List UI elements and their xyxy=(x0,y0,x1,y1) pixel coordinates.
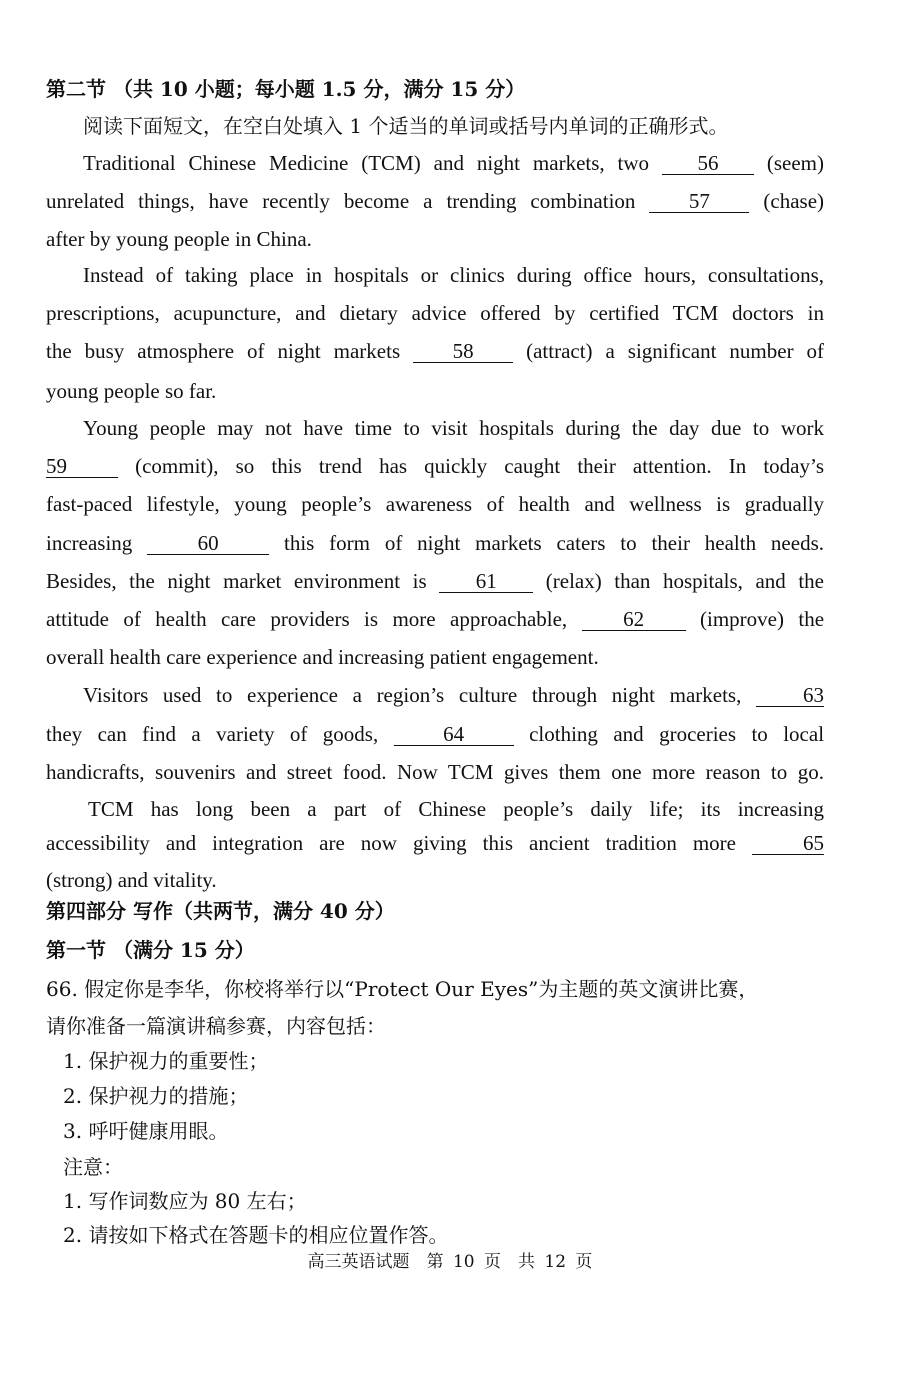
passage-line: Traditional Chinese Medicine (TCM) and night markets, two 56 (seem) xyxy=(83,151,825,175)
passage-line: Young people may not have time to visit hospitals during the day due to work xyxy=(83,416,824,440)
passage-line: increasing 60 this form of night markets caters to their health needs. xyxy=(46,531,824,555)
passage-line: handicrafts, souvenirs and street food. Now TCM gives them one more reason to go. xyxy=(46,760,824,784)
passage-line: the busy atmosphere of night markets 58 (attract) a significant number of xyxy=(46,339,825,363)
blank-56[interactable]: 56 xyxy=(662,152,754,175)
note-item: 2. 请按如下格式在答题卡的相应位置作答。 xyxy=(63,1223,449,1247)
blank-65[interactable]: 65 xyxy=(752,832,824,855)
passage-line: unrelated things, have recently become a trending combination 57 (chase) xyxy=(46,189,825,213)
note-label: 注意： xyxy=(63,1155,123,1179)
question-66-line2: 请你准备一篇演讲稿参赛，内容包括： xyxy=(46,1014,386,1038)
part4-heading: 第四部分 写作（共两节，满分 40 分） xyxy=(46,899,395,923)
passage-line: 59 (commit), so this trend has quickly caught their attention. In today’s xyxy=(46,454,825,478)
content-item: 2. 保护视力的措施； xyxy=(63,1084,249,1108)
blank-59[interactable]: 59 xyxy=(46,455,118,478)
passage-line: attitude of health care providers is more approachable, 62 (improve) the xyxy=(46,607,825,631)
page-footer: 高三英语试题 第 10 页 共 12 页 xyxy=(307,1252,593,1272)
blank-57[interactable]: 57 xyxy=(649,190,749,213)
passage-line: (strong) and vitality. xyxy=(46,868,217,892)
blank-62[interactable]: 62 xyxy=(582,608,686,631)
passage-line: prescriptions, acupuncture, and dietary advice offered by certified TCM doctors in xyxy=(46,301,824,325)
content-item: 3. 呼吁健康用眼。 xyxy=(63,1119,229,1143)
passage-line: young people so far. xyxy=(46,379,217,403)
section2-instruction: 阅读下面短文，在空白处填入 1 个适当的单词或括号内单词的正确形式。 xyxy=(83,114,729,138)
passage-line: after by young people in China. xyxy=(46,227,312,251)
blank-60[interactable]: 60 xyxy=(147,532,269,555)
passage-line: fast-paced lifestyle, young people’s awareness of health and wellness is gradually xyxy=(46,492,824,516)
section1-heading: 第一节 （满分 15 分） xyxy=(46,938,255,962)
passage-line: Besides, the night market environment is 61 (relax) than hospitals, and the xyxy=(46,569,824,593)
content-item: 1. 保护视力的重要性； xyxy=(63,1049,269,1073)
passage-line: overall health care experience and increasing patient engagement. xyxy=(46,645,599,669)
blank-58[interactable]: 58 xyxy=(413,340,513,363)
passage-line: Instead of taking place in hospitals or clinics during office hours, consultations, xyxy=(83,263,824,287)
passage-line: TCM has long been a part of Chinese people’s daily life; its increasing xyxy=(88,797,824,821)
passage-line: they can find a variety of goods, 64 clothing and groceries to local xyxy=(46,722,825,746)
section2-heading: 第二节 （共 10 小题；每小题 1.5 分，满分 15 分） xyxy=(46,77,526,101)
blank-61[interactable]: 61 xyxy=(439,570,533,593)
passage-line: accessibility and integration are now giving this ancient tradition more 65 xyxy=(46,831,824,855)
note-item: 1. 写作词数应为 80 左右； xyxy=(63,1189,307,1213)
passage-line: Visitors used to experience a region’s culture through night markets, 63 xyxy=(83,683,824,707)
blank-63[interactable]: 63 xyxy=(756,684,824,707)
blank-64[interactable]: 64 xyxy=(394,723,514,746)
question-66-line1: 66. 假定你是李华，你校将举行以“Protect Our Eyes”为主题的英文演讲比赛， xyxy=(46,977,759,1001)
